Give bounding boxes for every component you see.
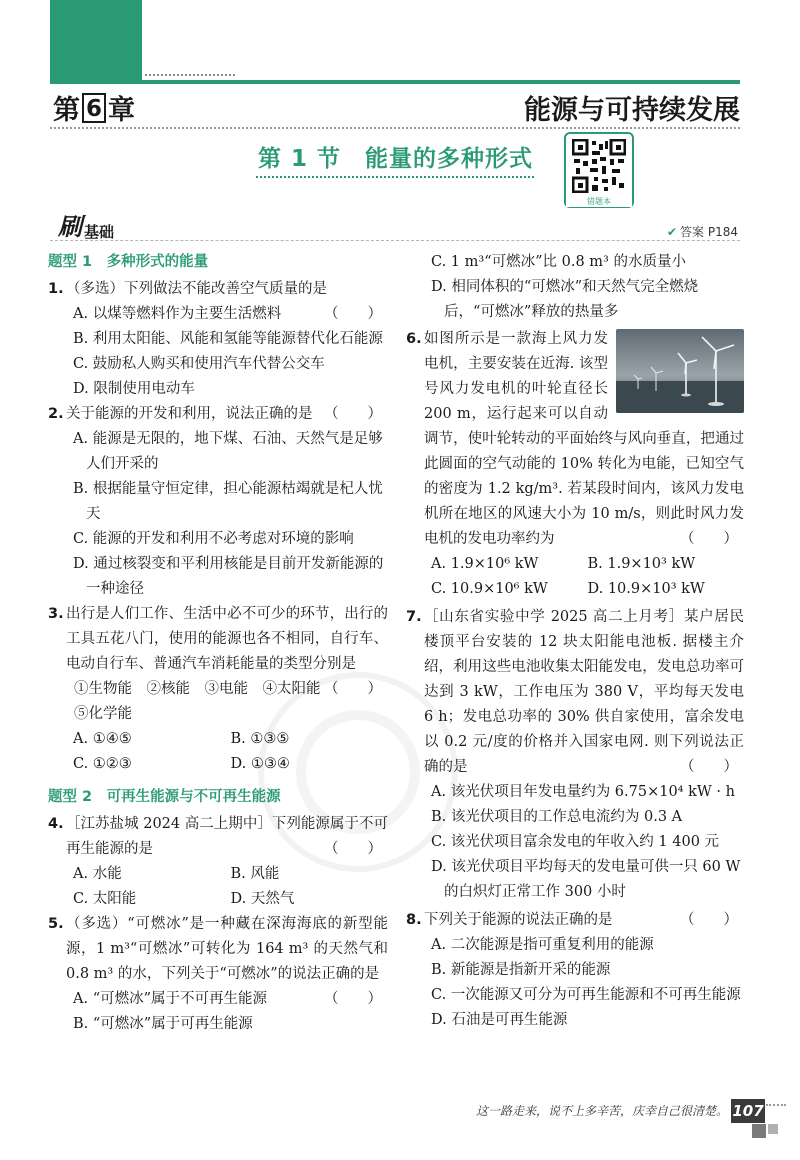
page-dots [766, 1104, 786, 1106]
qr-label: 错题本 [566, 196, 632, 207]
question-7 [406, 605, 744, 905]
question-number: 3. [48, 606, 64, 622]
question-number: 1. [48, 281, 64, 297]
option-b[interactable]: B. 新能源是指新开采的能源 [431, 962, 611, 978]
answer-bracket[interactable]: （ ） [680, 531, 738, 547]
question-5-continued [406, 250, 744, 325]
option-d[interactable]: D. 10.9×10³ kW [587, 581, 705, 597]
question-2 [48, 402, 388, 602]
option-c[interactable]: C. ①②③ [73, 756, 132, 772]
question-stem: 出行是人们工作、生活中必不可少的环节，出行的工具五花八门，使用的能源也各不相同，自行车、电动自行车、普通汽车消耗能量的类型分别是 [66, 606, 388, 672]
answer-bracket[interactable]: （ ） [680, 759, 738, 775]
type-heading-2: 题型 2 可再生能源与不可再生能源 [48, 789, 281, 805]
question-number: 2. [48, 406, 64, 422]
option-row [66, 862, 388, 887]
option-row [66, 752, 388, 777]
page-number: 107 [731, 1099, 765, 1123]
option-b[interactable]: B. 利用太阳能、风能和氢能等能源替代化石能源 [73, 331, 383, 347]
question-stem: （多选）“可燃冰”是一种藏在深海海底的新型能源，1 m³“可燃冰”可转化为 164 m³ 的天然气和 0.8 m³ 的水，下列关于“可燃冰”的说法正确的是 [66, 916, 388, 982]
answer-bracket[interactable]: （ ） [324, 306, 382, 322]
question-4 [48, 812, 388, 912]
option-a[interactable]: A. 以煤等燃料作为主要生活燃料 [73, 306, 282, 322]
option-row [66, 727, 388, 752]
option-row [424, 577, 744, 602]
chapter-prefix: 第 [53, 95, 80, 126]
question-number: 5. [48, 916, 64, 932]
option-d[interactable]: D. 天然气 [230, 891, 295, 907]
question-8 [406, 908, 744, 1033]
question-stem: 如图所示是一款海上风力发电机，主要安装在近海. 该型号风力发电机的叶轮直径长 200 m，运行起来可以自动调节，使叶轮转动的平面始终与风向垂直，把通过此圆面的空气动能的 10% 转化为电能，已知空气的密度为 1.2 kg/m³. 若某段时间内，该风力发电机所在地区的风速大小为 10 m/s，则此时风力发电机的发电功率约为 [424, 331, 744, 547]
decorative-dots [145, 74, 235, 76]
answer-bracket[interactable]: （ ） [324, 991, 382, 1007]
answer-bracket[interactable]: （ ） [680, 912, 738, 928]
chapter-rule [50, 80, 740, 84]
question-number: 8. [406, 912, 422, 928]
option-b[interactable]: B. 风能 [230, 866, 280, 882]
option-b[interactable]: B. “可燃冰”属于可再生能源 [73, 1016, 253, 1032]
option-d[interactable]: D. 限制使用电动车 [73, 381, 195, 397]
question-number: 4. [48, 816, 64, 832]
option-d[interactable]: D. 石油是可再生能源 [431, 1012, 568, 1028]
option-a[interactable]: A. 二次能源是指可重复利用的能源 [431, 937, 654, 953]
decorative-square-small [768, 1124, 778, 1134]
answer-ref-text: 答案 P184 [680, 225, 738, 239]
option-d[interactable]: D. ①③④ [230, 756, 290, 772]
energy-list: ①生物能 ②核能 ③电能 ④太阳能 [74, 681, 321, 697]
option-d[interactable]: D. 该光伏项目平均每天的发电量可供一只 60 W 的白炽灯正常工作 300 小时 [431, 859, 741, 900]
check-icon: ✔ [666, 225, 678, 239]
type-heading-1: 题型 1 多种形式的能量 [48, 254, 209, 270]
option-c[interactable]: C. 10.9×10⁶ kW [431, 581, 548, 597]
option-a[interactable]: A. 该光伏项目年发电量约为 6.75×10⁴ kW · h [431, 784, 735, 800]
answer-reference [667, 223, 738, 240]
option-a[interactable]: A. “可燃冰”属于不可再生能源 [73, 991, 268, 1007]
question-stem: ［江苏盐城 2024 高二上期中］下列能源属于不可再生能源的是 [66, 816, 388, 857]
option-b[interactable]: B. 根据能量守恒定律，担心能源枯竭就是杞人忧天 [73, 481, 383, 522]
practice-badge-sub: 基础 [84, 223, 115, 241]
decorative-square [752, 1124, 766, 1138]
question-number: 7. [406, 609, 422, 625]
energy-list-2: ⑤化学能 [74, 706, 132, 722]
question-number: 6. [406, 331, 422, 347]
option-a[interactable]: A. ①④⑤ [73, 731, 132, 747]
chapter-suffix: 章 [108, 95, 135, 126]
section-underline [256, 176, 534, 178]
badge-rule [50, 240, 740, 241]
option-c[interactable]: C. 能源的开发和利用不必考虑对环境的影响 [73, 531, 354, 547]
option-d[interactable]: D. 相同体积的“可燃冰”和天然气完全燃烧后，“可燃冰”释放的热量多 [431, 279, 699, 320]
wind-turbine-icon [616, 329, 744, 413]
option-row [424, 552, 744, 577]
question-5 [48, 912, 388, 1037]
option-b[interactable]: B. 1.9×10³ kW [587, 556, 696, 572]
answer-bracket[interactable]: （ ） [324, 841, 382, 857]
chapter-color-block [50, 0, 142, 80]
question-stem: 关于能源的开发和利用，说法正确的是 [66, 406, 313, 422]
question-1 [48, 277, 388, 402]
option-c[interactable]: C. 1 m³“可燃冰”比 0.8 m³ 的水质量小 [431, 254, 686, 270]
answer-bracket[interactable]: （ ） [324, 406, 382, 422]
chapter-label [53, 88, 135, 127]
practice-badge-main: 刷 [58, 213, 82, 241]
option-row [66, 887, 388, 912]
right-column [406, 250, 744, 1033]
section-title: 第 1 节 能量的多种形式 [258, 146, 534, 172]
answer-bracket[interactable]: （ ） [324, 681, 382, 697]
question-6 [406, 327, 744, 602]
practice-badge [58, 207, 114, 242]
qr-code-icon [572, 139, 626, 193]
option-c[interactable]: C. 一次能源又可分为可再生能源和不可再生能源 [431, 987, 741, 1003]
qr-code[interactable] [564, 132, 634, 208]
footer-motto: 这一路走来，说不上多辛苦，庆幸自己很清楚。 [475, 1104, 728, 1118]
question-stem: ［山东省实验中学 2025 高二上月考］某户居民楼顶平台安装的 12 块太阳能电池板. 据楼主介绍，利用这些电池收集太阳能发电，发电总功率可达到 3 kW，工作电压为 380 V，平均每天发电 6 h；发电总功率的 30% 供自家使用，富余发电以 0.2 元/度的价格并入国家电网. 则下列说法正确的是 [424, 609, 744, 775]
chapter-number: 6 [82, 93, 106, 123]
left-column [48, 250, 388, 1037]
question-stem: 下列关于能源的说法正确的是 [424, 912, 613, 928]
option-d[interactable]: D. 通过核裂变和平利用核能是目前开发新能源的一种途径 [73, 556, 384, 597]
option-b[interactable]: B. ①③⑤ [230, 731, 290, 747]
chapter-dotted-rule [50, 127, 740, 129]
chapter-title: 能源与可持续发展 [524, 95, 740, 126]
option-c[interactable]: C. 太阳能 [73, 891, 137, 907]
question-stem: （多选）下列做法不能改善空气质量的是 [66, 281, 327, 297]
option-c[interactable]: C. 鼓励私人购买和使用汽车代替公交车 [73, 356, 325, 372]
option-a[interactable]: A. 1.9×10⁶ kW [431, 556, 539, 572]
option-a[interactable]: A. 水能 [73, 866, 122, 882]
option-c[interactable]: C. 该光伏项目富余发电的年收入约 1 400 元 [431, 834, 720, 850]
option-a[interactable]: A. 能源是无限的，地下煤、石油、天然气是足够人们开采的 [73, 431, 383, 472]
question-3 [48, 602, 388, 777]
option-b[interactable]: B. 该光伏项目的工作总电流约为 0.3 A [431, 809, 683, 825]
wind-turbine-photo [616, 329, 744, 413]
